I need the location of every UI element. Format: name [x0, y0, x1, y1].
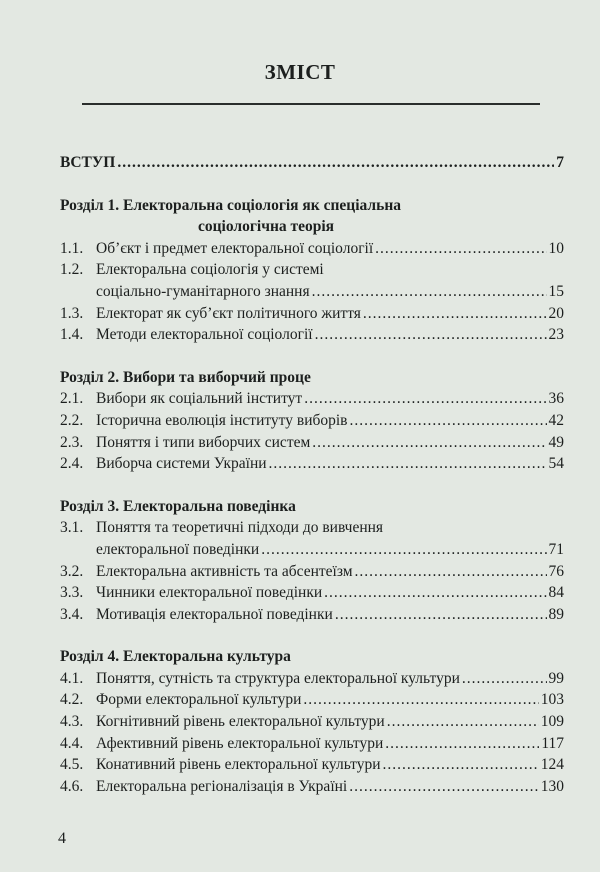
toc-entry-number: 4.1.	[60, 669, 84, 687]
dot-leader	[350, 410, 547, 432]
toc-entry-label: Афективний рівень електоральної культури	[96, 734, 384, 752]
toc-entry[interactable]	[60, 303, 564, 325]
toc-entry-page: 10	[548, 239, 564, 257]
toc-entry-number: 3.4.	[60, 605, 84, 623]
toc-entry-page: 15	[548, 282, 564, 300]
toc-entry-page: 36	[548, 390, 564, 408]
toc-entry[interactable]	[60, 410, 564, 432]
toc-entry-number: 3.1.	[60, 519, 84, 537]
toc-entry-page: 76	[548, 562, 564, 580]
toc-entry-label: Поняття, сутність та структура електоральної культури	[96, 669, 460, 687]
toc-entry-label: Поняття та теоретичні підходи до вивчення	[96, 519, 384, 537]
section-heading[interactable]: Розділ 2. Вибори та виборчий проце	[60, 368, 311, 386]
toc-entry-label-continued: електоральної поведінки	[96, 540, 260, 558]
section-heading[interactable]: Розділ 4. Електоральна культура	[60, 648, 291, 666]
toc-entry-page: 49	[548, 433, 564, 451]
dot-leader	[387, 711, 539, 733]
toc-entry[interactable]	[60, 453, 564, 475]
toc-entry-page: 7	[556, 154, 564, 171]
toc-entry[interactable]	[60, 432, 564, 454]
toc-entry-label: Електорат як суб’єкт політичного життя	[96, 304, 361, 322]
toc-entry[interactable]	[60, 517, 564, 539]
toc-entry-number: 4.4.	[60, 734, 84, 752]
toc-entry-label: Когнітивний рівень електоральної культури	[96, 713, 385, 731]
toc-entry-label: Вибори як соціальний інститут	[96, 390, 303, 408]
toc-entry-number: 2.4.	[60, 455, 84, 473]
toc-entry-page: 89	[548, 605, 564, 623]
page-number: 4	[58, 830, 66, 847]
toc-entry-page: 20	[548, 304, 564, 322]
toc-entry[interactable]	[60, 754, 564, 776]
dot-leader	[375, 238, 546, 260]
toc-entry-label: Чинники електоральної поведінки	[96, 584, 323, 602]
toc-entry-label: Методи електоральної соціології	[96, 326, 313, 344]
toc-entry[interactable]	[60, 604, 564, 626]
page-title: ЗМІСТ	[264, 60, 336, 84]
toc-entry[interactable]	[60, 711, 564, 733]
toc-entry-label: Конативний рівень електоральної культури	[96, 756, 381, 774]
section-gap	[60, 625, 564, 646]
dot-leader	[312, 432, 546, 454]
toc-entry[interactable]	[60, 733, 564, 755]
dot-leader	[462, 668, 547, 690]
section-gap	[60, 174, 564, 195]
toc-entry[interactable]	[60, 388, 564, 410]
toc-entry[interactable]	[60, 238, 564, 260]
toc-entry[interactable]	[60, 668, 564, 690]
toc-entry-page: 54	[548, 455, 564, 473]
toc-entry-label-continued: соціально-гуманітарного знання	[96, 282, 310, 300]
toc-entry-label: ВСТУП	[60, 154, 116, 171]
dot-leader	[315, 324, 547, 346]
toc-entry-page: 23	[548, 326, 564, 344]
toc-entry[interactable]	[60, 259, 564, 281]
dot-leader	[355, 561, 547, 583]
dot-leader	[335, 604, 547, 626]
section-gap	[60, 346, 564, 367]
toc-entry-label: Виборча системи України	[96, 455, 267, 473]
toc-entry-label: Об’єкт і предмет електоральної соціології	[96, 239, 374, 257]
toc-entry-number: 4.6.	[60, 777, 84, 795]
toc-entry-page: 117	[541, 734, 564, 752]
toc-entry[interactable]	[60, 689, 564, 711]
toc-entry-label: Поняття і типи виборчих систем	[96, 433, 311, 451]
title-rule	[82, 103, 540, 105]
toc-entry-label: Електоральна соціологія у системі	[96, 261, 324, 279]
dot-leader	[383, 754, 539, 776]
toc-entry-label: Мотивація електоральної поведінки	[96, 605, 333, 623]
toc-entry-intro[interactable]	[60, 152, 564, 174]
toc-entry-number: 1.1.	[60, 239, 84, 257]
toc-entry-number: 4.5.	[60, 756, 84, 774]
dot-leader	[261, 539, 546, 561]
toc-entry-number: 1.3.	[60, 304, 84, 322]
dot-leader	[324, 582, 546, 604]
toc-entry-page: 99	[548, 669, 564, 687]
toc-entry-number: 2.3.	[60, 433, 84, 451]
table-of-contents	[60, 152, 564, 797]
dot-leader	[303, 689, 538, 711]
toc-entry-number: 3.2.	[60, 562, 84, 580]
toc-entry-number: 3.3.	[60, 584, 84, 602]
toc-entry-number: 4.3.	[60, 713, 84, 731]
toc-entry-continued[interactable]	[60, 539, 564, 561]
section-gap	[60, 475, 564, 496]
toc-entry[interactable]	[60, 582, 564, 604]
toc-entry[interactable]	[60, 776, 564, 798]
section-heading-continued: соціологічна теорія	[198, 218, 335, 236]
dot-leader	[385, 733, 539, 755]
toc-entry[interactable]	[60, 561, 564, 583]
dot-leader	[269, 453, 547, 475]
dot-leader	[312, 281, 547, 303]
section-heading[interactable]: Розділ 3. Електоральна поведінка	[60, 497, 296, 515]
dot-leader	[363, 303, 547, 325]
toc-entry-page: 130	[540, 777, 564, 795]
toc-entry-label: Електоральна регіоналізація в Україні	[96, 777, 348, 795]
dot-leader	[349, 776, 539, 798]
toc-entry-number: 2.1.	[60, 390, 84, 408]
toc-entry-label: Форми електоральної культури	[96, 691, 302, 709]
toc-entry-number: 4.2.	[60, 691, 84, 709]
toc-entry-page: 42	[548, 411, 564, 429]
dot-leader	[117, 152, 554, 174]
toc-entry-number: 1.4.	[60, 326, 84, 344]
toc-entry-continued[interactable]	[60, 281, 564, 303]
toc-entry-number: 1.2.	[60, 261, 84, 279]
dot-leader	[304, 388, 546, 410]
toc-entry[interactable]	[60, 324, 564, 346]
toc-entry-page: 109	[540, 713, 564, 731]
toc-entry-label: Історична еволюція інституту виборів	[96, 411, 348, 429]
toc-entry-page: 71	[548, 540, 564, 558]
section-heading[interactable]: Розділ 1. Електоральна соціологія як спеціальна	[60, 196, 401, 214]
toc-entry-label: Електоральна активність та абсентеїзм	[96, 562, 353, 580]
toc-entry-page: 103	[540, 691, 564, 709]
toc-entry-page: 84	[548, 584, 564, 602]
toc-entry-page: 124	[540, 756, 564, 774]
toc-entry-number: 2.2.	[60, 411, 84, 429]
